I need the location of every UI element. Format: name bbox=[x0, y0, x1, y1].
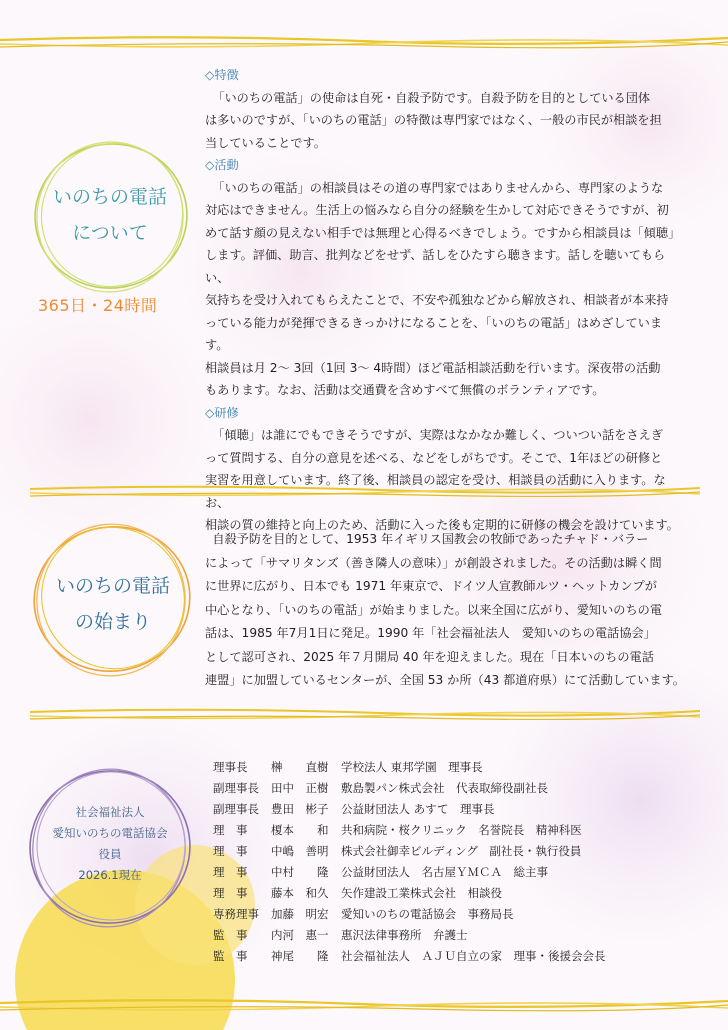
officer-name: 藤本 和久 bbox=[271, 885, 329, 900]
officer-role: 専務理事 bbox=[213, 906, 259, 921]
table-row bbox=[213, 819, 606, 840]
activity-line: 相談員は月 2～ 3回（1回 3～ 4時間）ほど電話相談活動を行います。深夜帯の活動 bbox=[205, 360, 661, 375]
table-row bbox=[213, 882, 606, 903]
origin-line: 中心となり、「いのちの電話」が始まりました。以来全国に広がり、愛知いのちの電 bbox=[205, 602, 663, 617]
table-row bbox=[213, 840, 606, 861]
officer-role: 理 事 bbox=[213, 843, 248, 858]
officer-affiliation: 共和病院・桜クリニック 名誉院長 精神科医 bbox=[341, 822, 582, 837]
table-row bbox=[213, 945, 606, 966]
table-row bbox=[213, 798, 606, 819]
table-row bbox=[213, 924, 606, 945]
org-type: 社会福祉法人 bbox=[75, 805, 145, 819]
activity-line: 気持ちを受け入れてもらえたことで、不安や孤独などから解放され、相談者が本来持 bbox=[205, 293, 669, 307]
officer-role: 理 事 bbox=[213, 822, 248, 837]
features-line: は多いのですが、「いのちの電話」の特徴は専門家ではなく、一般の市民が相談を担 bbox=[205, 113, 662, 127]
about-body bbox=[205, 64, 685, 537]
officer-affiliation: 社会福祉法人 ＡＪＵ自立の家 理事・後援会会長 bbox=[341, 948, 606, 963]
about-circle-title bbox=[40, 179, 180, 251]
gold-band-middle-2 bbox=[0, 704, 728, 726]
about-subtitle: 365日・24時間 bbox=[38, 296, 158, 315]
training-line: 実習を用意しています。終了後、相談員の認定を受け、相談員の活動に入ります。なお、 bbox=[205, 473, 666, 510]
table-row bbox=[213, 903, 606, 924]
officer-name: 中村 隆 bbox=[271, 864, 329, 879]
officer-name: 榎本 和 bbox=[271, 822, 329, 837]
officer-affiliation: 惠沢法律事務所 弁護士 bbox=[341, 927, 468, 942]
origin-line: として認可され、2025 年７月開局 40 年を迎えました。現在「日本いのちの電話 bbox=[205, 649, 654, 664]
origin-title-line1: いのちの電話 bbox=[55, 575, 170, 597]
officer-affiliation: 愛知いのちの電話協会 事務局長 bbox=[341, 906, 514, 921]
training-line: 相談の質の維持と向上のため、活動に入った後も定期的に研修の機会を設けています。 bbox=[205, 518, 679, 532]
activity-line: っている能力が発揮できるきっかけになることを、「いのちの電話」はめざしています。 bbox=[205, 315, 663, 352]
gold-band-top bbox=[0, 32, 728, 54]
training-line: 「傾聴」は誰にでもできそうですが、実際はなかなか難しく、ついつい話をさえぎ bbox=[212, 428, 664, 442]
officer-role: 副理事長 bbox=[213, 780, 259, 795]
officer-name: 田中 正樹 bbox=[271, 780, 329, 795]
activity-heading: ◇活動 bbox=[205, 158, 239, 172]
origin-line: 連盟」に加盟しているセンターが、全国 53 か所（43 都道府県）にて活動しています。 bbox=[205, 673, 685, 687]
origin-circle-title bbox=[40, 568, 186, 640]
activity-line: めて話す顔の見えない相手では無理と心得るべきでしょう。ですから相談員は「傾聴」 bbox=[205, 225, 681, 240]
officer-name: 榊 直樹 bbox=[271, 759, 329, 774]
officer-affiliation: 学校法人 東邦学園 理事長 bbox=[341, 759, 483, 774]
officer-role: 理 事 bbox=[213, 864, 248, 879]
about-title-line1: いのちの電話 bbox=[52, 186, 167, 208]
activity-line: 対応はできません。生活上の悩みなら自分の経験を生かして対応できそうですが、初 bbox=[205, 203, 669, 217]
features-heading: ◇特徴 bbox=[205, 68, 239, 82]
officer-role: 理 事 bbox=[213, 885, 248, 900]
activity-line: します。評価、助言、批判などをせず、話しをひたすら聴きます。話しを聴いてもらい、 bbox=[205, 248, 666, 285]
officer-role: 副理事長 bbox=[213, 801, 259, 816]
as-of-date: 2026.1現在 bbox=[78, 868, 142, 882]
officer-role: 監 事 bbox=[213, 948, 248, 963]
officers-table bbox=[213, 756, 606, 966]
activity-line: 「いのちの電話」の相談員はその道の専門家ではありませんから、専門家のような bbox=[212, 180, 664, 195]
officer-affiliation: 敷島製パン株式会社 代表取締役副社長 bbox=[341, 780, 548, 795]
officer-name: 内河 惠一 bbox=[271, 927, 329, 942]
about-title-line2: について bbox=[72, 222, 148, 244]
activity-line: もあります。なお、活動は交通費を含めすべて無償のボランティアです。 bbox=[205, 383, 605, 397]
officer-name: 加藤 明宏 bbox=[271, 906, 329, 921]
table-row bbox=[213, 777, 606, 798]
training-heading: ◇研修 bbox=[205, 405, 239, 420]
gold-band-bottom bbox=[0, 995, 728, 1017]
origin-line: 自殺予防を目的として、1953 年イギリス国教会の牧師であったチャド・バラー bbox=[212, 532, 649, 546]
features-line: 当していることです。 bbox=[205, 135, 326, 150]
org-name: 愛知いのちの電話協会 bbox=[52, 826, 168, 840]
officer-name: 豊田 彬子 bbox=[271, 801, 329, 816]
origin-body bbox=[205, 528, 685, 693]
officer-role: 監 事 bbox=[213, 927, 248, 942]
origin-line: 話は、1985 年7月1日に発足。1990 年「社会福祉法人 愛知いのちの電話協会」 bbox=[205, 626, 656, 640]
officer-name: 神尾 隆 bbox=[271, 948, 329, 963]
origin-line: に世界に広がり、日本でも 1971 年東京で、ドイツ人宣教師ルツ・ヘットカンプが bbox=[205, 579, 657, 593]
officer-name: 中嶋 善明 bbox=[271, 843, 329, 858]
table-row bbox=[213, 756, 606, 777]
officer-affiliation: 公益財団法人 名古屋ＹＭＣＡ 総主事 bbox=[341, 864, 548, 879]
officers-org-title bbox=[40, 802, 180, 886]
officer-role: 理事長 bbox=[213, 759, 248, 774]
officer-affiliation: 株式会社御幸ビルディング 副社長・執行役員 bbox=[341, 843, 582, 858]
table-row bbox=[213, 861, 606, 882]
features-line: 「いのちの電話」の使命は自死・自殺予防です。自殺予防を目的としている団体 bbox=[212, 90, 651, 105]
officer-affiliation: 公益財団法人 あすて 理事長 bbox=[341, 801, 495, 816]
training-line: って質問する、自分の意見を述べる、などをしがちです。そこで、1年ほどの研修と bbox=[205, 450, 663, 465]
origin-title-line2: の始まり bbox=[74, 611, 151, 633]
officer-affiliation: 矢作建設工業株式会社 相談役 bbox=[341, 885, 502, 900]
origin-line: によって「サマリタンズ（善き隣人の意味）」が創設されました。その活動は瞬く間 bbox=[205, 555, 662, 570]
org-section: 役員 bbox=[98, 847, 122, 861]
